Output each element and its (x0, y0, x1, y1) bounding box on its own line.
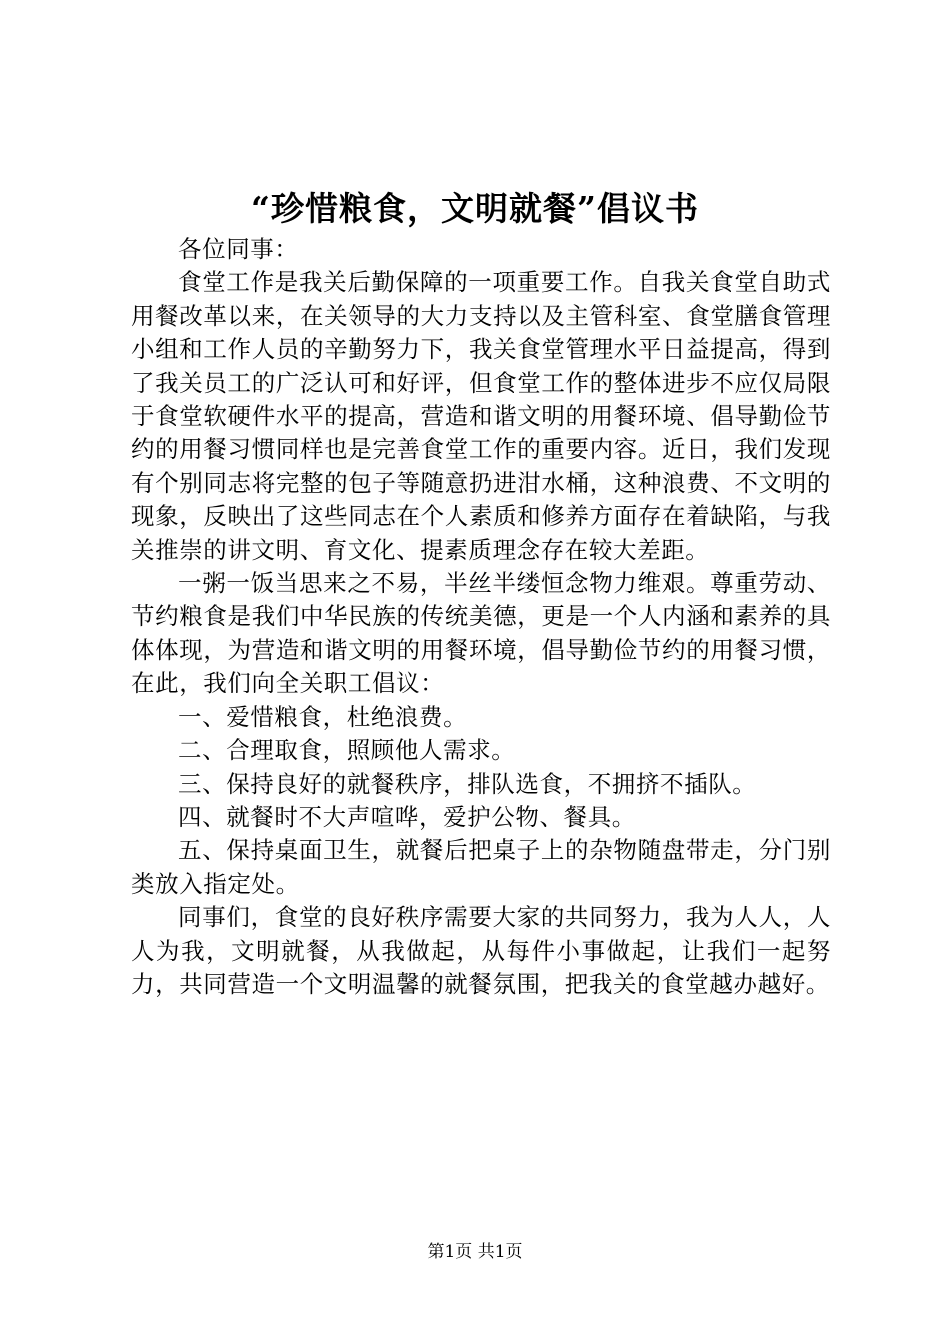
proposal-item-2: 二、合理取食，照顾他人需求。 (178, 736, 516, 765)
salutation: 各位同事： (178, 235, 299, 263)
page-footer: 第1页 共1页 (427, 1242, 523, 1262)
proposal-item-5: 五、保持桌面卫生，就餐后把桌子上的杂物随盘带走，分门别类放入指定处。 (131, 836, 831, 898)
document-title: “珍惜粮食，文明就餐”倡议书 (251, 189, 699, 228)
document-body (131, 233, 831, 1001)
paragraph-intro: 食堂工作是我关后勤保障的一项重要工作。自我关食堂自助式用餐改革以来，在关领导的大力支持以及主管科室、食堂膳食管理小组和工作人员的辛勤努力下，我关食堂管理水平日益提高，得到了我关员工的广泛认可和好评，但食堂工作的整体进步不应仅局限于食堂软硬件水平的提高，营造和谐文明的用餐环境、倡导勤俭节约的用餐习惯同样也是完善食堂工作的重要内容。近日，我们发现有个别同志将完整的包子等随意扔进泔水桶，这种浪费、不文明的现象，反映出了这些同志在个人素质和修养方面存在着缺陷，与我关推崇的讲文明、育文化、提素质理念存在较大差距。 (131, 268, 831, 564)
proposal-item-4: 四、就餐时不大声喧哗，爱护公物、餐具。 (178, 802, 636, 831)
paragraph-proposal: 一粥一饭当思来之不易，半丝半缕恒念物力维艰。尊重劳动、节约粮食是我们中华民族的传统美德，更是一个人内涵和素养的具体体现，为营造和谐文明的用餐环境，倡导勤俭节约的用餐习惯，在此，我们向全关职工倡议： (131, 569, 831, 698)
proposal-item-1: 一、爱惜粮食，杜绝浪费。 (178, 702, 468, 731)
paragraph-closing: 同事们，食堂的良好秩序需要大家的共同努力，我为人人，人人为我，文明就餐，从我做起，从每件小事做起，让我们一起努力，共同营造一个文明温馨的就餐氛围，把我关的食堂越办越好。 (131, 903, 831, 998)
proposal-item-3: 三、保持良好的就餐秩序，排队选食，不拥挤不插队。 (178, 769, 757, 798)
